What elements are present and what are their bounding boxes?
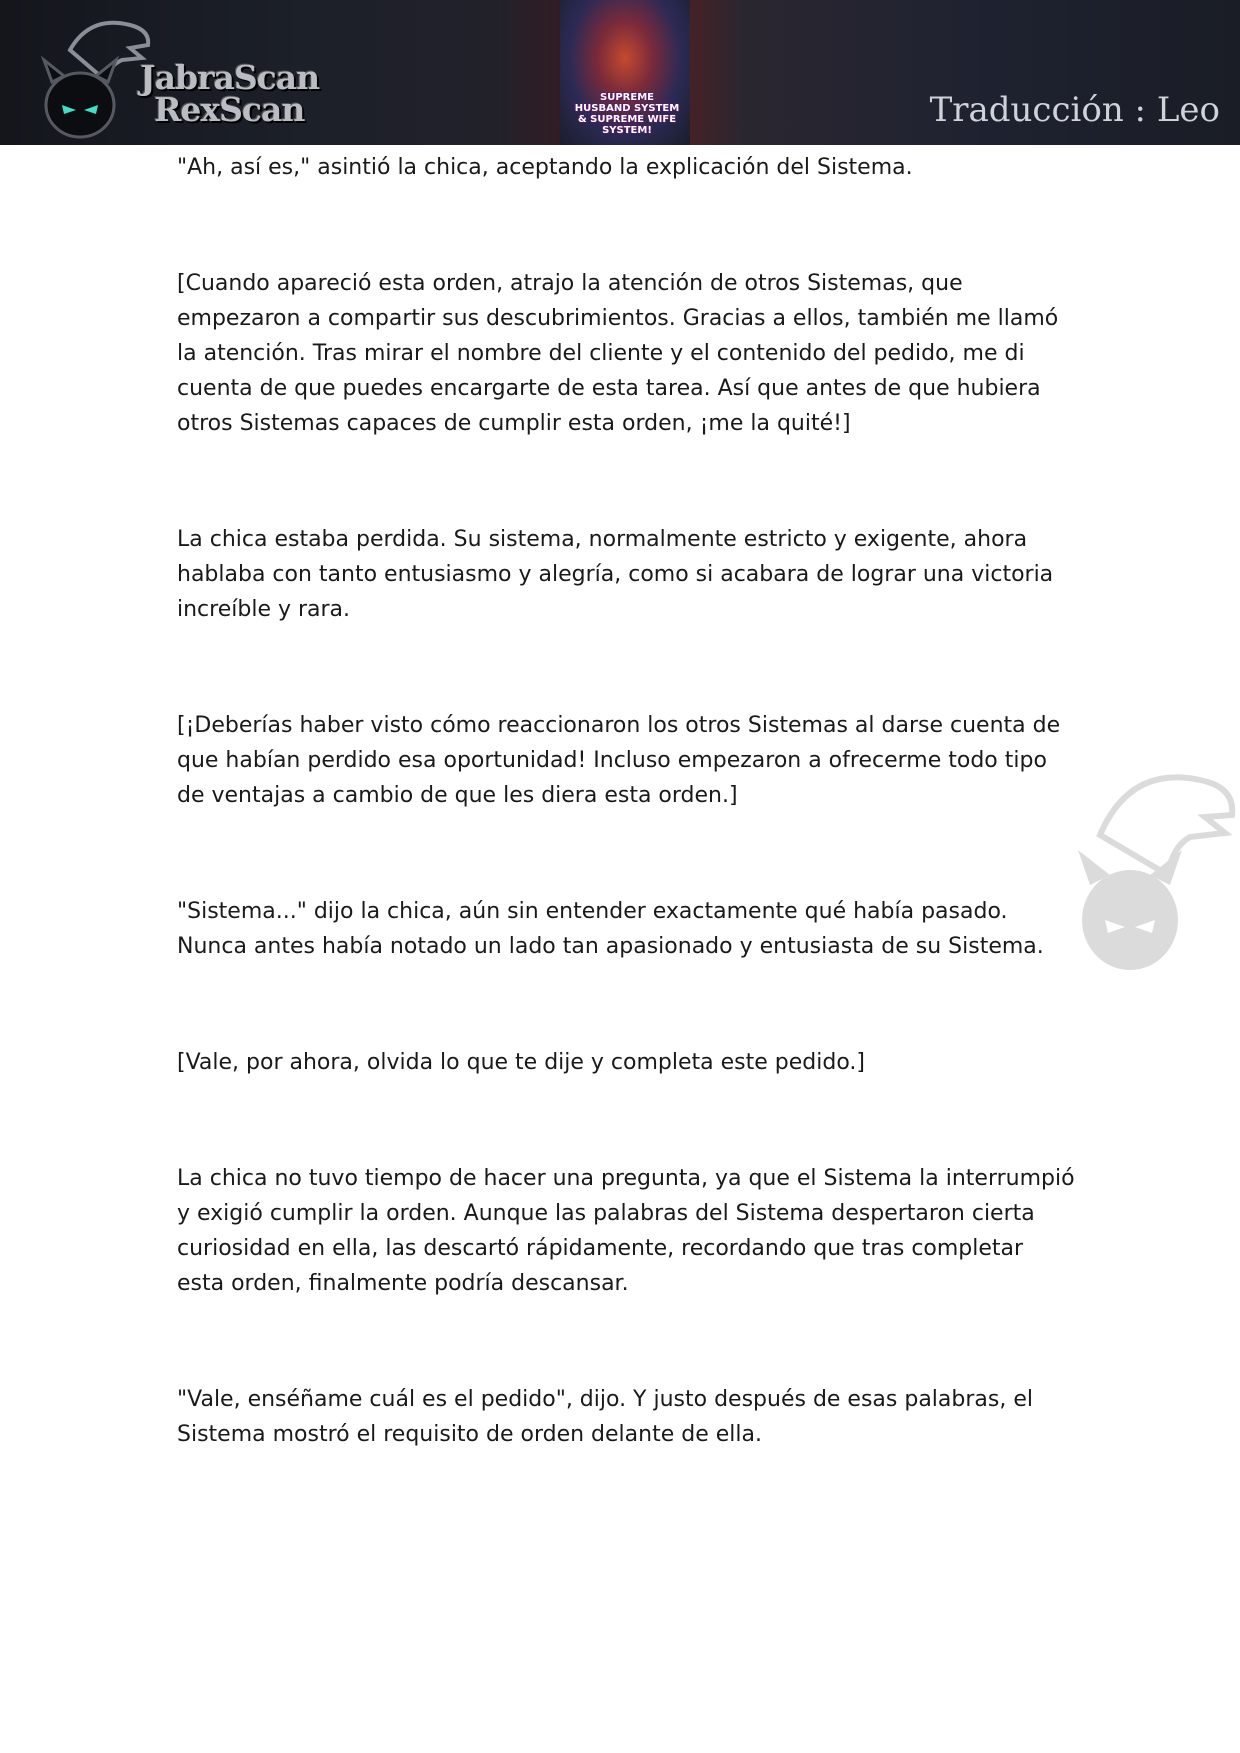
paragraph: La chica estaba perdida. Su sistema, normalmente estricto y exigente, ahora hablaba con tanto entusiasmo y alegría, como si acabara de lograr una victoria increíble y rara. bbox=[177, 527, 1054, 622]
cover-title: SUPREME HUSBAND SYSTEM & SUPREME WIFE SYSTEM! bbox=[574, 92, 680, 136]
watermark-logo-icon bbox=[1060, 755, 1240, 985]
paragraph: "Ah, así es," asintió la chica, aceptando la explicación del Sistema. bbox=[177, 155, 913, 180]
paragraph: [¡Deberías haber visto cómo reaccionaron los otros Sistemas al darse cuenta de que habían perdido esa oportunidad! Incluso empezaron a ofrecerme todo tipo de ventajas a cambio de que les diera esta orden.] bbox=[177, 713, 1061, 808]
brand-name bbox=[140, 58, 320, 129]
translation-credit: Traducción : Leo bbox=[929, 90, 1220, 130]
paragraph: "Sistema..." dijo la chica, aún sin entender exactamente qué había pasado. Nunca antes había notado un lado tan apasionado y entusiasta de su Sistema. bbox=[177, 899, 1044, 959]
paragraph: [Vale, por ahora, olvida lo que te dije y completa este pedido.] bbox=[177, 1050, 865, 1075]
chapter-text bbox=[177, 150, 1077, 1533]
paragraph: La chica no tuvo tiempo de hacer una pregunta, ya que el Sistema la interrumpió y exigió cumplir la orden. Aunque las palabras del Sistema despertaron cierta curiosidad en ella, las descartó rápidamente, recordando que tras completar esta orden, finalmente podría descansar. bbox=[177, 1166, 1075, 1296]
paragraph: [Cuando apareció esta orden, atrajo la atención de otros Sistemas, que empezaron a compartir sus descubrimientos. Gracias a ellos, también me llamó la atención. Tras mirar el nombre del cliente y el contenido del pedido, me di cuenta de que puedes encargarte de esta tarea. Así que antes de que hubiera otros Sistemas capaces de cumplir esta orden, ¡me la quité!] bbox=[177, 271, 1059, 436]
paragraph: "Vale, enséñame cuál es el pedido", dijo. Y justo después de esas palabras, el Sistema mostró el requisito de orden delante de ella. bbox=[177, 1387, 1033, 1447]
header-banner bbox=[0, 0, 1240, 145]
brand-line-2: RexScan bbox=[154, 90, 305, 129]
brand-line-1: JabraScan bbox=[140, 58, 320, 97]
